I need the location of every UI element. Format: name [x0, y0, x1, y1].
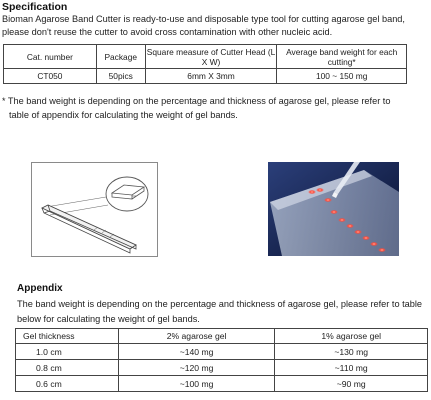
header-average-band-weight: Average band weight for each cutting*: [277, 45, 407, 69]
header-1-percent-agarose: 1% agarose gel: [275, 329, 428, 344]
cell-package: 50pics: [96, 69, 145, 84]
appendix-text-line-1: The band weight is depending on the percentage and thickness of agarose gel, please refer to table: [17, 299, 423, 309]
appendix-header-row: [16, 329, 428, 344]
cell-1-percent: ~110 mg: [275, 360, 428, 376]
specification-data-row: [4, 69, 407, 84]
cell-square-measure: 6mm X 3mm: [145, 69, 277, 84]
header-2-percent-agarose: 2% agarose gel: [118, 329, 275, 344]
cell-1-percent: ~90 mg: [275, 376, 428, 392]
gel-cutting-photo: [268, 162, 399, 256]
cell-thickness: 0.8 cm: [16, 360, 119, 376]
appendix-heading: Appendix: [17, 283, 63, 294]
cell-thickness: 1.0 cm: [16, 344, 119, 360]
cell-1-percent: ~130 mg: [275, 344, 428, 360]
intro-line-1: Bioman Agarose Band Cutter is ready-to-use and disposable type tool for cutting agarose gel band,: [2, 14, 405, 24]
specification-heading: Specification: [2, 1, 68, 13]
footnote-line-2: table of appendix for calculating the weight of gel bands.: [9, 110, 238, 120]
header-cat-number: Cat. number: [4, 45, 97, 69]
table-row: [16, 360, 428, 376]
gel-cutting-photo-drawing: [268, 162, 399, 256]
cell-2-percent: ~100 mg: [118, 376, 275, 392]
footnote-line-1: [2, 95, 390, 108]
appendix-table: [15, 328, 428, 392]
table-row: [16, 344, 428, 360]
intro-line-2: please don't reuse the cutter to avoid cross contamination with other nucleic acid.: [2, 27, 333, 37]
appendix-text-line-2: below for calculating the weight of gel bands.: [17, 314, 200, 324]
cutter-diagram: [31, 162, 158, 257]
header-square-measure: Square measure of Cutter Head (L X W): [146, 46, 276, 67]
cell-2-percent: ~140 mg: [118, 344, 275, 360]
cell-thickness: 0.6 cm: [16, 376, 119, 392]
footnote-asterisk: *: [2, 96, 6, 106]
cell-average-band-weight: 100 ~ 150 mg: [277, 69, 407, 84]
cell-2-percent: ~120 mg: [118, 360, 275, 376]
footnote-text-1: The band weight is depending on the percentage and thickness of agarose gel, please refer to: [7, 96, 391, 106]
specification-table: [3, 44, 407, 84]
cell-cat-number: CT050: [4, 69, 97, 84]
specification-header-row: [4, 45, 407, 69]
table-row: [16, 376, 428, 392]
header-package: Package: [96, 45, 145, 69]
cutter-diagram-drawing: [32, 163, 157, 256]
header-gel-thickness: Gel thickness: [16, 329, 119, 344]
